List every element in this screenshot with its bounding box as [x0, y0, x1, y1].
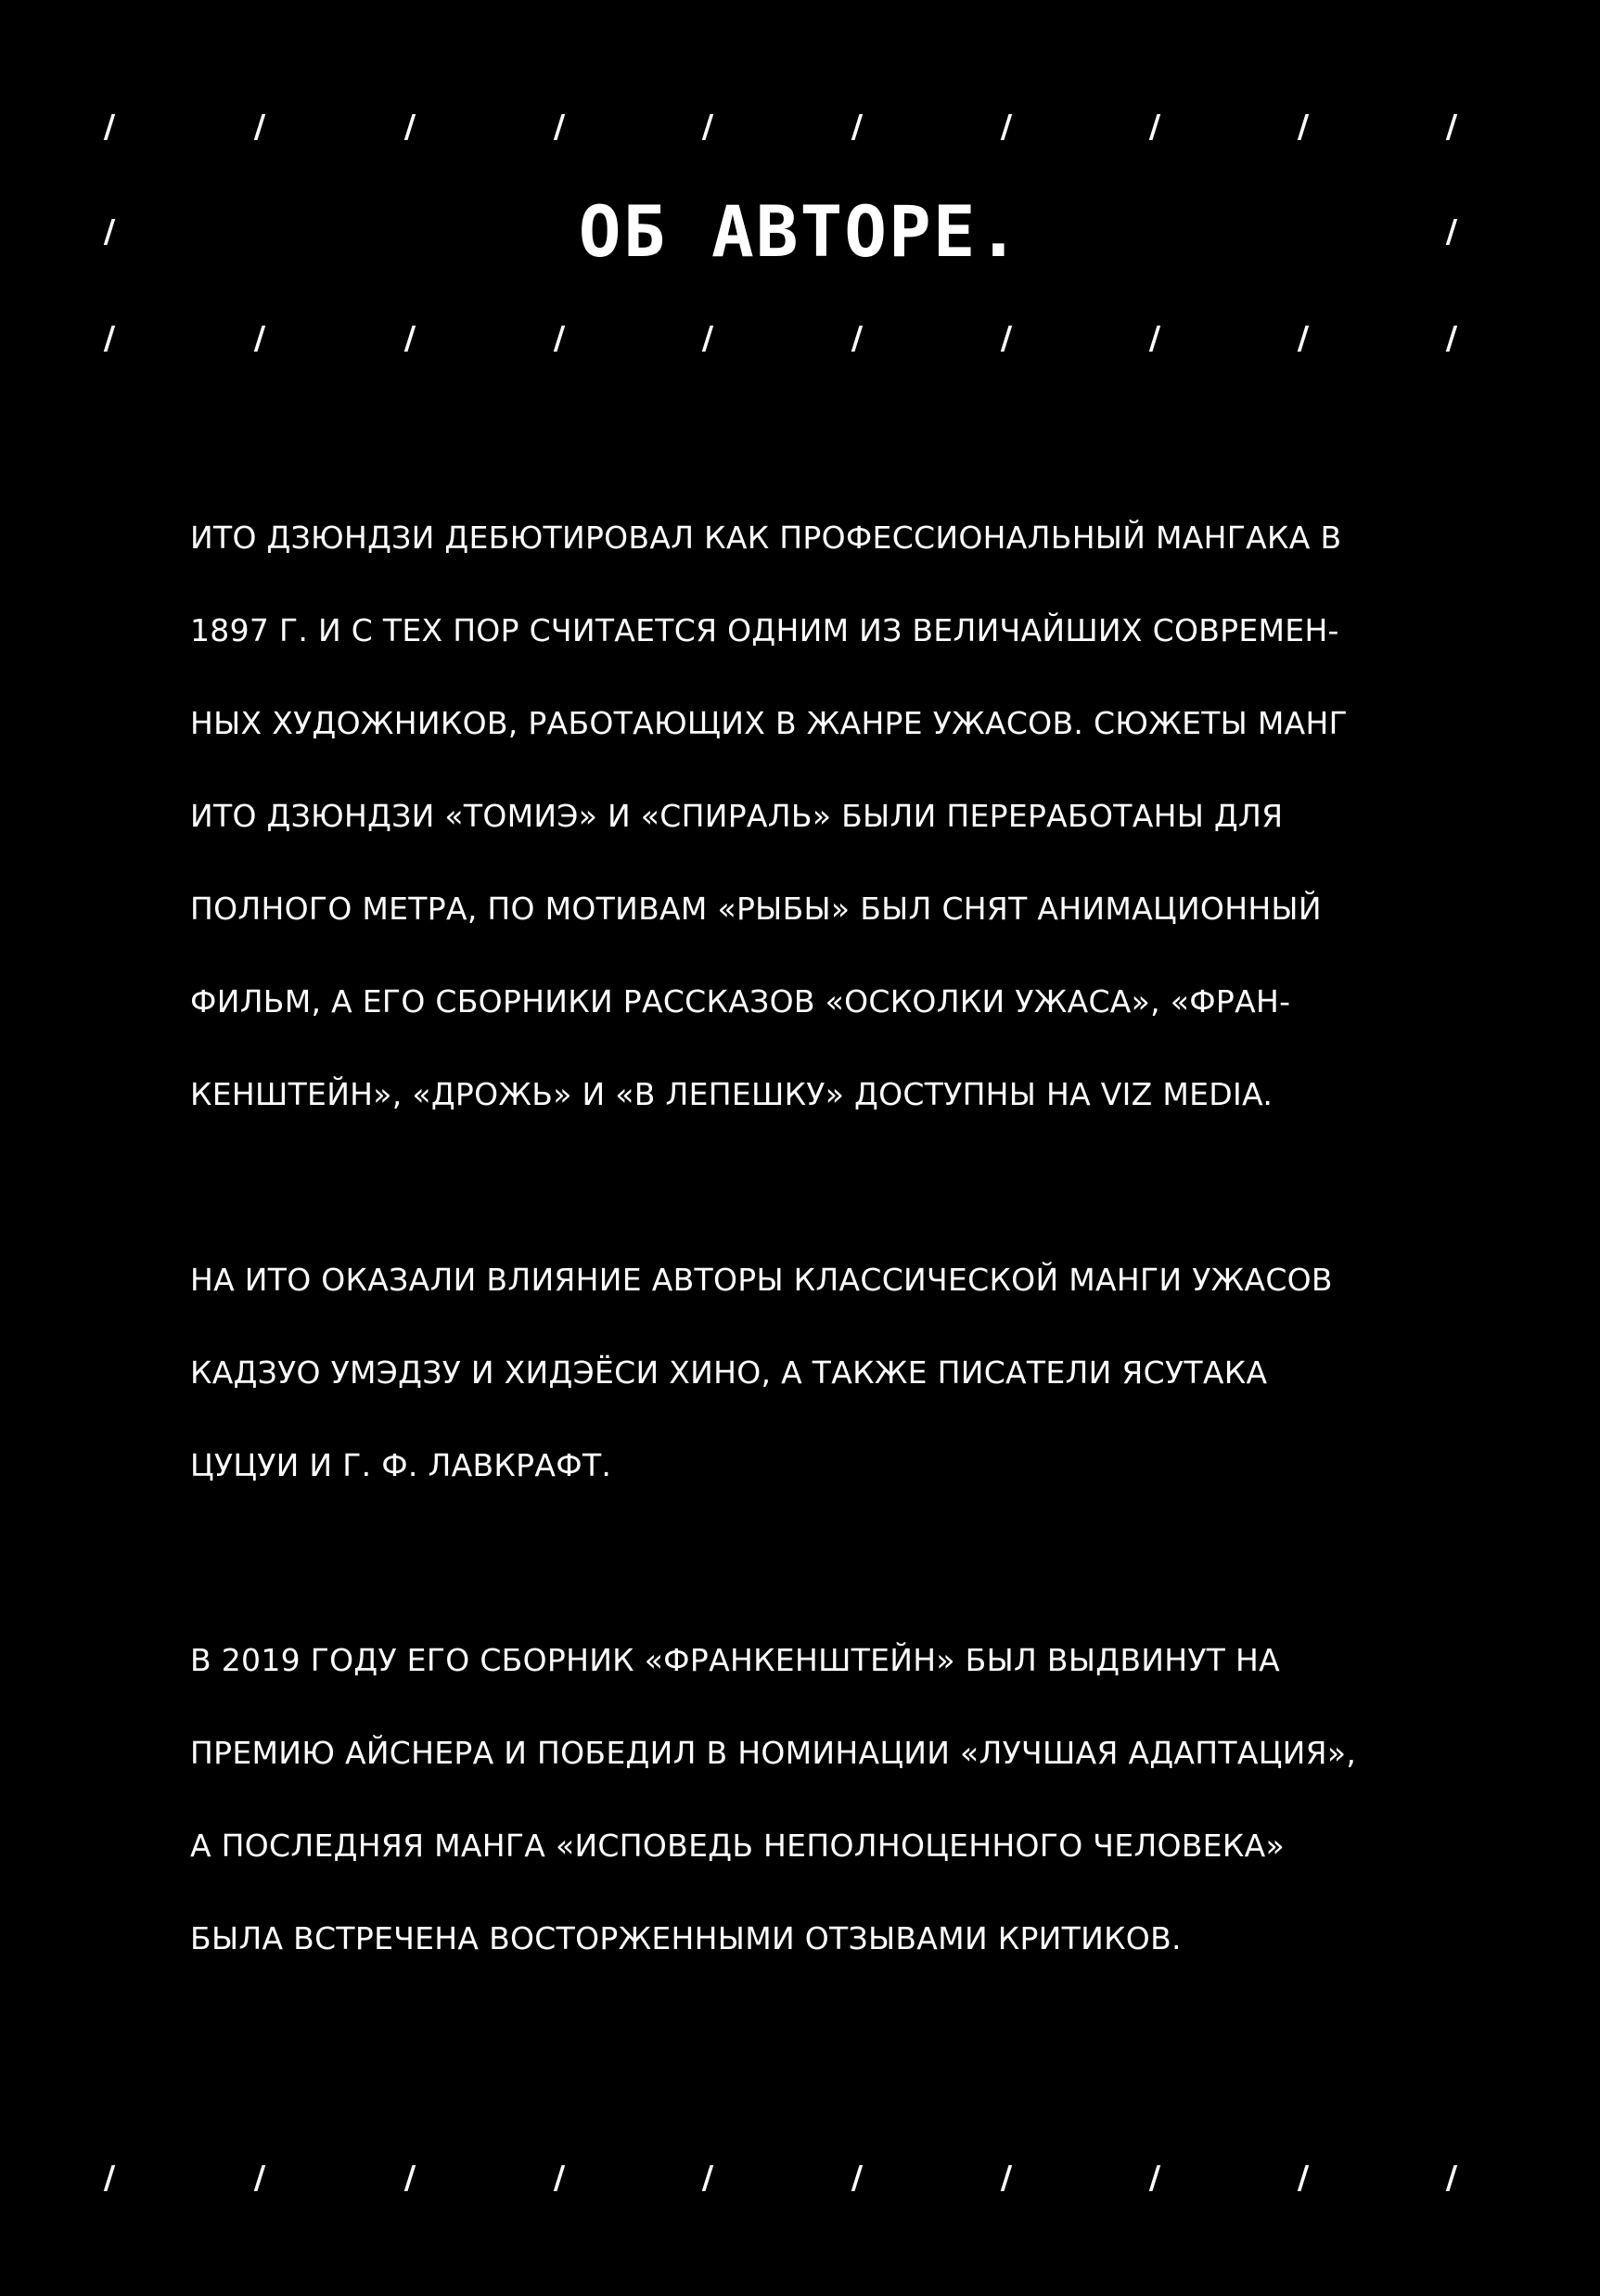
paragraph-line: ФИЛЬМ, А ЕГО СБОРНИКИ РАССКАЗОВ «ОСКОЛКИ УЖАСА», «ФРАН- — [190, 983, 1291, 1020]
separator-slash: / — [403, 2160, 416, 2197]
separator-slash: / — [1148, 109, 1161, 146]
paragraph-line: ИТО ДЗЮНДЗИ ДЕБЮТИРОВАЛ КАК ПРОФЕССИОНАЛЬНЫЙ МАНГАКА В — [190, 519, 1342, 556]
separator-slash: / — [103, 2160, 116, 2197]
paragraph-line: КАДЗУО УМЭДЗУ И ХИДЭЁСИ ХИНО, А ТАКЖЕ ПИСАТЕЛИ ЯСУТАКА — [190, 1354, 1268, 1391]
separator-slash: / — [403, 320, 416, 357]
separator-slash: / — [1148, 320, 1161, 357]
bottom-separator-row — [0, 2150, 1600, 2206]
paragraph-debut — [190, 515, 1414, 1164]
separator-slash: / — [1445, 109, 1458, 146]
separator-slash: / — [553, 109, 566, 146]
separator-slash: / — [1297, 109, 1310, 146]
paragraph-line: ПРЕМИЮ АЙСНЕРА И ПОБЕДИЛ В НОМИНАЦИИ «ЛУЧШАЯ АДАПТАЦИЯ», — [190, 1735, 1357, 1771]
paragraph-line: КЕНШТЕЙН», «ДРОЖЬ» И «В ЛЕПЕШКУ» ДОСТУПНЫ НА VIZ MEDIA. — [190, 1076, 1274, 1112]
separator-slash: / — [701, 109, 714, 146]
separator-slash: / — [553, 320, 566, 357]
separator-slash: / — [103, 320, 116, 357]
separator-slash: / — [1297, 320, 1310, 357]
separator-slash: / — [851, 320, 864, 357]
paragraph-awards — [190, 1637, 1414, 2008]
separator-slash: / — [1445, 320, 1458, 357]
separator-slash: / — [851, 109, 864, 146]
separator-slash: / — [103, 213, 116, 250]
separator-slash: / — [253, 320, 266, 357]
top-separator-row — [0, 99, 1600, 155]
paragraph-line: ПОЛНОГО МЕТРА, ПО МОТИВАМ «РЫБЫ» БЫЛ СНЯТ АНИМАЦИОННЫЙ — [190, 891, 1322, 927]
paragraph-line: БЫЛА ВСТРЕЧЕНА ВОСТОРЖЕННЫМИ ОТЗЫВАМИ КРИТИКОВ. — [190, 1920, 1182, 1956]
separator-slash: / — [403, 109, 416, 146]
separator-slash: / — [1000, 2160, 1013, 2197]
separator-slash: / — [1297, 2160, 1310, 2197]
separator-slash: / — [1148, 2160, 1161, 2197]
separator-slash: / — [253, 2160, 266, 2197]
page-title: ОБ АВТОРЕ. — [578, 190, 1022, 273]
separator-slash: / — [553, 2160, 566, 2197]
title-separator-row — [0, 311, 1600, 366]
paragraph-line: ЦУЦУИ И Г. Ф. ЛАВКРАФТ. — [190, 1447, 612, 1483]
paragraph-line: ИТО ДЗЮНДЗИ «ТОМИЭ» И «СПИРАЛЬ» БЫЛИ ПЕРЕРАБОТАНЫ ДЛЯ — [190, 798, 1284, 834]
separator-slash: / — [1000, 320, 1013, 357]
paragraph-line: А ПОСЛЕДНЯЯ МАНГА «ИСПОВЕДЬ НЕПОЛНОЦЕННОГО ЧЕЛОВЕКА» — [190, 1828, 1285, 1864]
paragraph-line: НА ИТО ОКАЗАЛИ ВЛИЯНИЕ АВТОРЫ КЛАССИЧЕСКОЙ МАНГИ УЖАСОВ — [190, 1262, 1333, 1298]
separator-slash: / — [1445, 2160, 1458, 2197]
separator-slash: / — [1000, 109, 1013, 146]
separator-slash: / — [103, 109, 116, 146]
separator-slash: / — [253, 109, 266, 146]
paragraph-line: 1897 Г. И С ТЕХ ПОР СЧИТАЕТСЯ ОДНИМ ИЗ ВЕЛИЧАЙШИХ СОВРЕМЕН- — [190, 612, 1339, 648]
separator-slash: / — [701, 320, 714, 357]
separator-slash: / — [701, 2160, 714, 2197]
paragraph-line: НЫХ ХУДОЖНИКОВ, РАБОТАЮЩИХ В ЖАНРЕ УЖАСОВ. СЮЖЕТЫ МАНГ — [190, 705, 1349, 741]
separator-slash: / — [1445, 213, 1458, 250]
separator-slash: / — [851, 2160, 864, 2197]
paragraph-line: В 2019 ГОДУ ЕГО СБОРНИК «ФРАНКЕНШТЕЙН» БЫЛ ВЫДВИНУТ НА — [190, 1642, 1281, 1678]
title-row — [0, 190, 1600, 274]
paragraph-influences — [190, 1257, 1414, 1535]
